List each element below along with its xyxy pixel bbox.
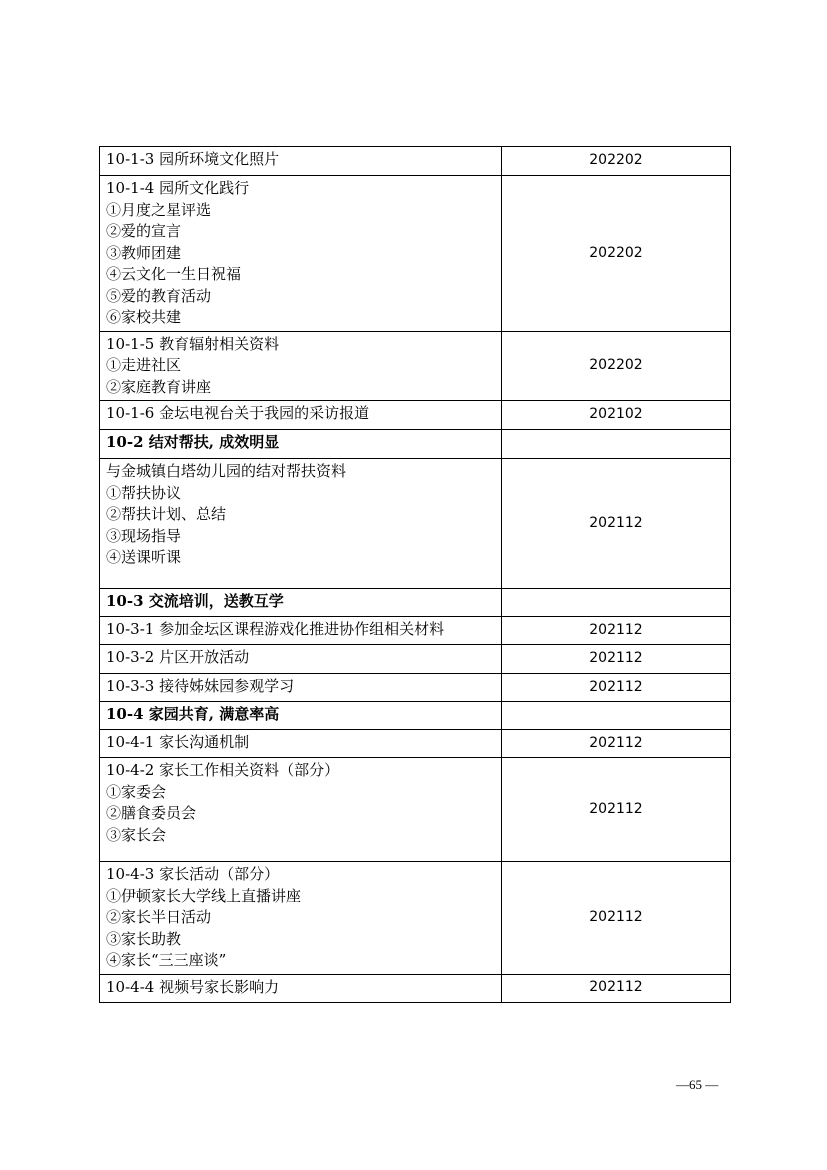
item-description (100, 974, 502, 1002)
item-date: 202202 (502, 147, 731, 176)
item-title: 10-3-3 接待姊妹园参观学习 (106, 677, 295, 695)
item-date: 202112 (502, 862, 731, 975)
sub-item: ②膳食委员会 (106, 804, 197, 822)
materials-table-body (100, 147, 731, 1003)
sub-item: ⑥家校共建 (106, 308, 182, 326)
item-date (502, 702, 731, 730)
item-description (100, 730, 502, 758)
item-description (100, 645, 502, 674)
sub-item: ④云文化一生日祝福 (106, 265, 242, 283)
sub-item: ①家委会 (106, 782, 167, 801)
materials-table (99, 146, 731, 1003)
item-description (100, 862, 502, 975)
item-date: 202112 (502, 674, 731, 702)
item-description (100, 674, 502, 702)
sub-item: ①伊顿家长大学线上直播讲座 (106, 886, 302, 905)
section-heading-row (100, 589, 731, 617)
item-date: 202112 (502, 730, 731, 758)
page-number: —65 — (676, 1077, 719, 1092)
item-title: 10-4 家园共育, 满意率高 (106, 705, 280, 723)
sub-item: ①帮扶协议 (106, 483, 182, 502)
item-title: 10-4-4 视频号家长影响力 (106, 977, 280, 996)
table-row (100, 617, 731, 645)
sub-item: ③教师团建 (106, 243, 182, 262)
sub-item: ④家长“三三座谈” (106, 951, 227, 969)
sub-item: ②帮扶计划、总结 (106, 505, 227, 523)
section-heading-row (100, 702, 731, 730)
sub-item: ①月度之星评选 (106, 200, 212, 219)
item-description (100, 147, 502, 176)
sub-item: ①走进社区 (106, 356, 182, 374)
table-row (100, 974, 731, 1002)
table-row (100, 645, 731, 674)
section-heading (100, 589, 502, 617)
table-row (100, 730, 731, 758)
sub-item: ③现场指导 (106, 526, 182, 545)
item-title: 10-3 交流培训，送教互学 (106, 592, 284, 610)
item-date (502, 589, 731, 617)
section-heading (100, 702, 502, 730)
item-description (100, 176, 502, 332)
item-date: 202102 (502, 401, 731, 430)
item-description (100, 617, 502, 645)
item-title: 10-2 结对帮扶, 成效明显 (106, 433, 280, 451)
item-title: 10-1-5 教育辐射相关资料 (106, 334, 280, 353)
item-date (502, 430, 731, 459)
item-title: 10-4-3 家长活动（部分） (106, 865, 280, 883)
item-description (100, 459, 502, 589)
table-row (100, 758, 731, 862)
item-title: 10-1-4 园所文化践行 (106, 179, 250, 197)
item-date: 202202 (502, 176, 731, 332)
item-title: 10-4-1 家长沟通机制 (106, 733, 250, 751)
table-row (100, 147, 731, 176)
item-title: 10-4-2 家长工作相关资料（部分） (106, 761, 340, 779)
sub-item: ③家长会 (106, 825, 167, 844)
table-row (100, 674, 731, 702)
section-heading (100, 430, 502, 459)
item-description (100, 331, 502, 401)
item-title: 10-3-1 参加金坛区课程游戏化推进协作组相关材料 (106, 620, 445, 638)
item-date: 202202 (502, 331, 731, 401)
sub-item: ②家庭教育讲座 (106, 377, 212, 396)
sub-item: ③家长助教 (106, 929, 182, 948)
section-heading-row (100, 430, 731, 459)
table-row (100, 862, 731, 975)
item-description (100, 758, 502, 862)
item-date: 202112 (502, 758, 731, 862)
item-date: 202112 (502, 974, 731, 1002)
sub-item: ⑤爱的教育活动 (106, 286, 212, 305)
item-date: 202112 (502, 459, 731, 589)
table-row (100, 401, 731, 430)
item-date: 202112 (502, 617, 731, 645)
item-title: 10-3-2 片区开放活动 (106, 648, 250, 666)
item-title: 10-1-3 园所环境文化照片 (106, 150, 280, 168)
sub-item: ②爱的宣言 (106, 222, 182, 240)
item-date: 202112 (502, 645, 731, 674)
item-title: 10-1-6 金坛电视台关于我园的采访报道 (106, 404, 370, 422)
table-row (100, 331, 731, 401)
item-description (100, 401, 502, 430)
item-title: 与金城镇白塔幼儿园的结对帮扶资料 (106, 462, 347, 480)
table-row (100, 459, 731, 589)
sub-item: ④送课听课 (106, 548, 182, 566)
table-row (100, 176, 731, 332)
sub-item: ②家长半日活动 (106, 908, 212, 926)
